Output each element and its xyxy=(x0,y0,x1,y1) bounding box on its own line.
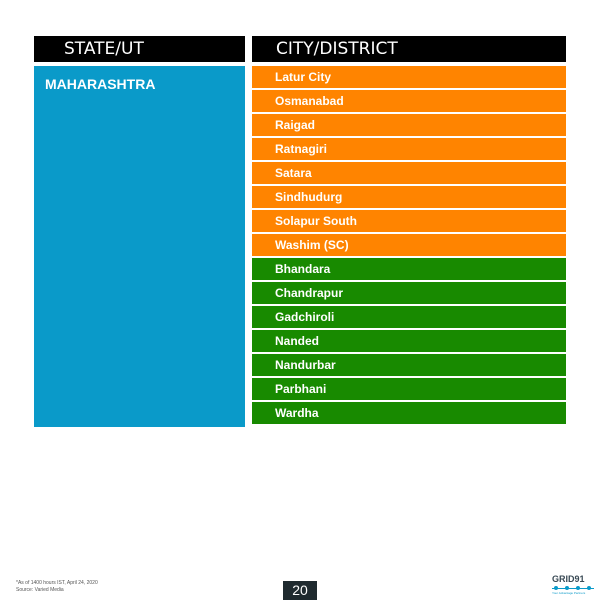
footer-note-source: Source: Varied Media xyxy=(16,587,64,593)
logo-text: GRID91 xyxy=(552,574,585,584)
city-row: Chandrapur xyxy=(252,282,566,304)
city-row: Latur City xyxy=(252,66,566,88)
city-row: Parbhani xyxy=(252,378,566,400)
city-row: Raigad xyxy=(252,114,566,136)
city-row: Osmanabad xyxy=(252,90,566,112)
grid91-logo xyxy=(552,574,594,595)
city-row: Solapur South xyxy=(252,210,566,232)
city-column-header: CITY/DISTRICT xyxy=(252,36,566,62)
city-row: Nandurbar xyxy=(252,354,566,376)
city-row: Ratnagiri xyxy=(252,138,566,160)
footer-note xyxy=(16,580,98,594)
city-row: Wardha xyxy=(252,402,566,424)
city-row: Satara xyxy=(252,162,566,184)
logo-tagline: Your Advantage Partners xyxy=(552,591,586,595)
footer-note-date: *As of 1400 hours IST, April 24, 2020 xyxy=(16,580,98,586)
state-name: MAHARASHTRA xyxy=(45,76,156,92)
city-row: Nanded xyxy=(252,330,566,352)
page-number: 20 xyxy=(283,581,317,600)
city-row: Bhandara xyxy=(252,258,566,280)
state-column-header: STATE/UT xyxy=(34,36,245,62)
state-block xyxy=(34,66,245,427)
city-row: Washim (SC) xyxy=(252,234,566,256)
city-row: Sindhudurg xyxy=(252,186,566,208)
city-row: Gadchiroli xyxy=(252,306,566,328)
logo-dots-icon xyxy=(552,585,594,591)
city-list xyxy=(252,66,566,426)
